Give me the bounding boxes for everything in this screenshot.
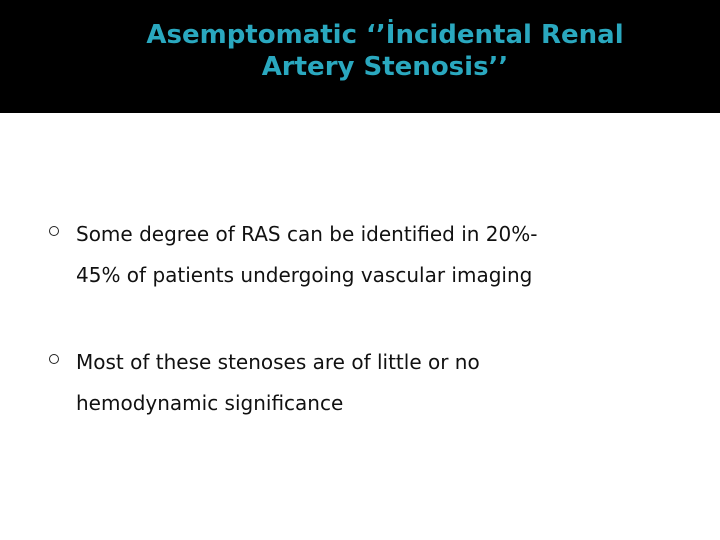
circle-bullet-icon [49,354,59,364]
bullet-text-line-1: Some degree of RAS can be identified in 20%- [76,222,538,246]
bullet-text [76,342,676,424]
circle-bullet-icon [49,226,59,236]
bullet-text-line-2: hemodynamic significance [76,391,344,415]
bullet-text-line-2: 45% of patients undergoing vascular imaging [76,263,533,287]
slide-title-line-1: Asemptomatic ‘’İncidental Renal [146,20,624,50]
slide-title-line-2: Artery Stenosis’’ [261,52,509,82]
bullet-text-line-1: Most of these stenoses are of little or no [76,350,480,374]
bullet-text [76,214,676,296]
